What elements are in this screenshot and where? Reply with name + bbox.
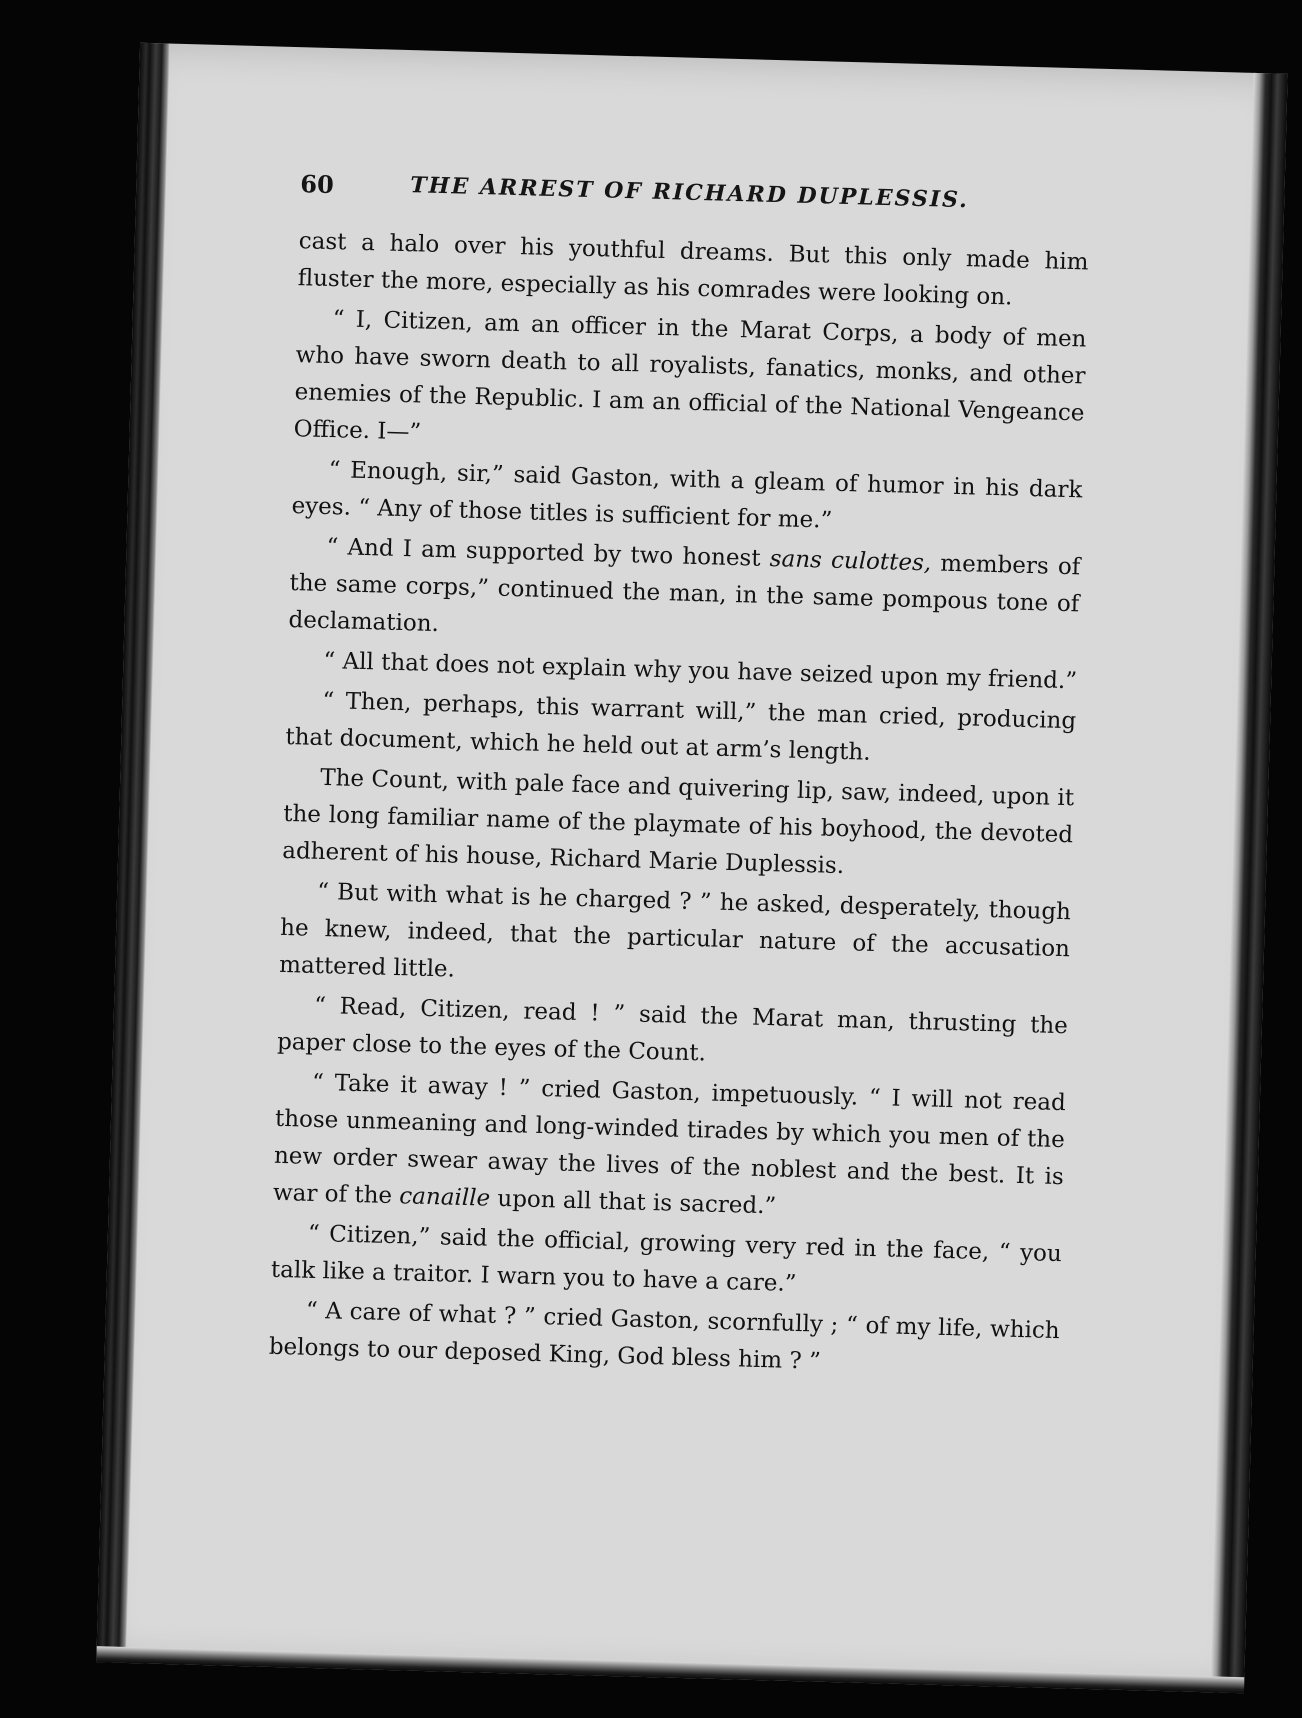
page-header [300,169,1091,230]
paragraph-text: “ And I am supported by two honest [326,534,771,572]
paragraph-text: “ Take it away ! ” cried Gaston, impetuously. “ I will not read those unmeaning and long-winded tirades by which you men of the new order swear away the lives of the noblest and the best. It is war of the [272,1069,1067,1210]
italic-phrase: canaille [399,1183,491,1212]
paragraph-text: “ But with what is he charged ? ” he asked, desperately, though he knew, indeed, that the particular nature of the accusation mattered little. [278,878,1072,983]
paragraph-text: “ A care of what ? ” cried Gaston, scornfully ; “ of my life, which belongs to our deposed King, God bless him ? ” [268,1297,1060,1375]
page-number: 60 [299,169,335,200]
paragraph-text: “ All that does not explain why you have seized upon my friend.” [323,647,1078,695]
page-sheet [96,43,1287,1693]
paragraph [288,528,1081,660]
body-text [268,223,1089,1390]
paragraph-text: “ I, Citizen, am an officer in the Marat Corps, a body of men who have sworn death to all royalists, fanatics, monks, and other enemies of the Republic. I am an official of the National Vengeance Office. I—” [293,306,1087,446]
paragraph-text: upon all that is sacred.” [489,1185,777,1220]
paragraph-text: The Count, with pale face and quivering lip, saw, indeed, upon it the long familiar name of the playmate of his boyhood, the devoted adherent of his house, Richard Marie Duplessis. [281,764,1075,880]
right-binding-edge [1210,73,1288,1693]
paragraph-text: “ Citizen,” said the official, growing very red in the face, “ you talk like a traitor. I warn you to have a care.” [270,1220,1063,1297]
italic-phrase: sans culottes, [769,545,932,577]
paragraph-text: members of the same corps,” continued the man, in the same pompous tone of declamation. [288,550,1081,638]
paragraph [279,873,1072,1005]
paragraph [273,1064,1067,1233]
paragraph-text: “ Enough, sir,” said Gaston, with a gleam of humor in his dark eyes. “ Any of those titles is sufficient for me.” [291,457,1083,534]
left-binding-edge [96,43,170,1663]
paragraph-text: “ Read, Citizen, read ! ” said the Marat man, thrusting the paper close to the eyes of the Count. [276,992,1069,1067]
paragraph-text: cast a halo over his youthful dreams. But this only made him fluster the more, especially as his comrades were looking on. [297,228,1089,311]
paragraph-text: “ Then, perhaps, this warrant will,” the man cried, producing that document, which he held out at arm’s length. [285,687,1077,766]
running-head: THE ARREST OF RICHARD DUPLESSIS. [410,172,970,214]
paragraph [293,300,1087,469]
bottom-page-edge [96,1646,1244,1693]
paragraph [282,759,1075,891]
